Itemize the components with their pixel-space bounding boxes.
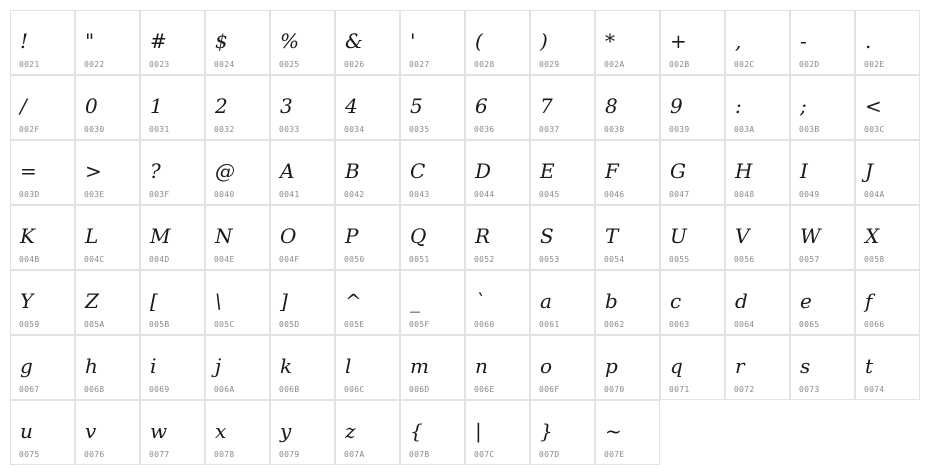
glyph-codepoint: 005A [84,320,105,329]
glyph-cell [75,10,140,75]
glyph-codepoint: 0025 [279,60,300,69]
glyph-character: ` [475,289,485,313]
glyph-cell [75,140,140,205]
glyph-codepoint: 003A [734,125,755,134]
glyph-cell [335,10,400,75]
glyph-codepoint: 002D [799,60,820,69]
glyph-cell [595,140,660,205]
glyph-cell [465,335,530,400]
glyph-codepoint: 005C [214,320,235,329]
glyph-character: d [735,289,748,313]
glyph-character: $ [215,29,228,53]
glyph-codepoint: 0037 [539,125,560,134]
glyph-cell [10,270,75,335]
glyph-character: t [865,354,874,378]
glyph-character: f [865,289,873,313]
glyph-character: e [800,289,812,313]
glyph-codepoint: 0070 [604,385,625,394]
glyph-character: 0 [85,94,98,118]
glyph-character: G [670,159,686,183]
glyph-codepoint: 0039 [669,125,690,134]
glyph-codepoint: 0064 [734,320,755,329]
glyph-cell [595,270,660,335]
glyph-codepoint: 0034 [344,125,365,134]
glyph-character: F [605,159,619,183]
glyph-character: / [20,94,27,118]
glyph-cell [465,205,530,270]
glyph-codepoint: 007D [539,450,560,459]
glyph-cell [725,205,790,270]
glyph-codepoint: 0036 [474,125,495,134]
glyph-character: 3 [280,94,293,118]
glyph-cell [270,75,335,140]
glyph-cell [205,400,270,465]
glyph-character: N [215,224,233,248]
glyph-character: y [280,419,292,443]
glyph-cell [660,10,725,75]
glyph-codepoint: 0062 [604,320,625,329]
glyph-cell [530,335,595,400]
glyph-character: 9 [670,94,683,118]
glyph-cell [725,140,790,205]
glyph-cell [140,335,205,400]
glyph-character: ] [280,289,288,313]
glyph-codepoint: 0058 [864,255,885,264]
glyph-character: L [85,224,99,248]
glyph-character: A [280,159,295,183]
glyph-character: s [800,354,811,378]
glyph-character: 1 [150,94,163,118]
glyph-character: @ [215,159,235,183]
glyph-codepoint: 0055 [669,255,690,264]
glyph-character: D [475,159,492,183]
glyph-cell [270,335,335,400]
glyph-cell [270,400,335,465]
glyph-character: i [150,354,157,378]
glyph-cell [855,205,920,270]
glyph-codepoint: 0042 [344,190,365,199]
glyph-cell [75,400,140,465]
glyph-character: ( [475,29,483,53]
glyph-cell [465,140,530,205]
glyph-cell [400,75,465,140]
glyph-cell [335,400,400,465]
glyph-character: z [345,419,356,443]
glyph-character: J [865,159,874,183]
glyph-cell [465,270,530,335]
glyph-codepoint: 0078 [214,450,235,459]
glyph-character: C [410,159,426,183]
glyph-cell [595,335,660,400]
glyph-cell [205,140,270,205]
glyph-codepoint: 0031 [149,125,170,134]
glyph-codepoint: 0076 [84,450,105,459]
glyph-codepoint: 0044 [474,190,495,199]
glyph-cell [660,140,725,205]
glyph-codepoint: 0043 [409,190,430,199]
glyph-codepoint: 0079 [279,450,300,459]
glyph-cell [10,75,75,140]
glyph-cell [335,205,400,270]
glyph-cell [725,270,790,335]
glyph-character: b [605,289,618,313]
glyph-cell [660,270,725,335]
glyph-codepoint: 005D [279,320,300,329]
glyph-cell [855,270,920,335]
glyph-character: E [540,159,555,183]
glyph-character: c [670,289,682,313]
glyph-cell [10,140,75,205]
glyph-character: H [735,159,753,183]
glyph-codepoint: 0063 [669,320,690,329]
glyph-character: n [475,354,488,378]
glyph-cell [660,75,725,140]
glyph-codepoint: 0061 [539,320,560,329]
glyph-codepoint: 0035 [409,125,430,134]
glyph-character: v [85,419,97,443]
glyph-character: 5 [410,94,423,118]
glyph-codepoint: 0040 [214,190,235,199]
glyph-character: S [540,224,554,248]
glyph-cell [10,205,75,270]
glyph-cell [725,75,790,140]
glyph-character: 7 [540,94,553,118]
glyph-cell [75,75,140,140]
glyph-character: < [865,94,882,118]
glyph-character: } [540,419,553,443]
glyph-codepoint: 007E [604,450,625,459]
glyph-character: * [605,29,615,53]
glyph-cell [790,10,855,75]
glyph-character: M [150,224,171,248]
glyph-character: - [800,29,807,53]
glyph-cell [400,400,465,465]
glyph-cell [140,270,205,335]
glyph-character: l [345,354,352,378]
glyph-codepoint: 0057 [799,255,820,264]
glyph-character: O [280,224,297,248]
glyph-grid [10,10,920,465]
glyph-codepoint: 004B [19,255,40,264]
glyph-codepoint: 0021 [19,60,40,69]
glyph-cell [725,335,790,400]
glyph-codepoint: 0077 [149,450,170,459]
glyph-codepoint: 0045 [539,190,560,199]
glyph-character: V [735,224,750,248]
glyph-character: , [735,29,742,53]
glyph-character: [ [150,289,158,313]
glyph-cell [530,75,595,140]
glyph-character: k [280,354,293,378]
glyph-character: & [345,29,363,53]
glyph-character: ~ [605,419,622,443]
glyph-cell [205,10,270,75]
glyph-cell [335,140,400,205]
glyph-codepoint: 002C [734,60,755,69]
glyph-cell [10,335,75,400]
glyph-character: + [670,29,687,53]
glyph-codepoint: 0075 [19,450,40,459]
glyph-character: { [410,419,423,443]
glyph-codepoint: 004F [279,255,300,264]
glyph-cell [855,75,920,140]
glyph-codepoint: 0050 [344,255,365,264]
glyph-cell [400,270,465,335]
glyph-codepoint: 004E [214,255,235,264]
glyph-character: 2 [215,94,228,118]
glyph-codepoint: 0053 [539,255,560,264]
glyph-character: x [215,419,227,443]
glyph-character: _ [410,289,420,313]
glyph-codepoint: 002E [864,60,885,69]
glyph-codepoint: 0023 [149,60,170,69]
glyph-character: R [475,224,491,248]
glyph-character: ) [540,29,548,53]
glyph-character: w [150,419,168,443]
glyph-cell [270,10,335,75]
glyph-codepoint: 0038 [604,125,625,134]
glyph-cell [10,10,75,75]
glyph-codepoint: 005E [344,320,365,329]
glyph-character: u [20,419,33,443]
glyph-codepoint: 006B [279,385,300,394]
glyph-character: X [865,224,880,248]
glyph-codepoint: 006C [344,385,365,394]
glyph-cell [855,140,920,205]
glyph-character: Z [85,289,99,313]
glyph-character: I [800,159,808,183]
glyph-codepoint: 0067 [19,385,40,394]
glyph-cell [205,75,270,140]
glyph-character: # [150,29,167,53]
glyph-codepoint: 004C [84,255,105,264]
glyph-character: h [85,354,98,378]
glyph-character: p [605,354,618,378]
glyph-character: % [280,29,300,53]
glyph-character: \ [215,289,222,313]
glyph-cell [790,75,855,140]
glyph-character: ' [410,29,416,53]
glyph-cell [335,75,400,140]
glyph-cell [725,10,790,75]
glyph-character: a [540,289,552,313]
glyph-codepoint: 0065 [799,320,820,329]
glyph-codepoint: 007B [409,450,430,459]
glyph-codepoint: 003D [19,190,40,199]
glyph-character: P [345,224,359,248]
glyph-codepoint: 004A [864,190,885,199]
glyph-codepoint: 0029 [539,60,560,69]
glyph-character: W [800,224,821,248]
glyph-character: K [20,224,35,248]
glyph-codepoint: 003B [799,125,820,134]
glyph-cell [140,400,205,465]
glyph-codepoint: 0069 [149,385,170,394]
glyph-codepoint: 006D [409,385,430,394]
glyph-cell [10,400,75,465]
glyph-character: B [345,159,360,183]
glyph-character: Y [20,289,34,313]
glyph-codepoint: 007C [474,450,495,459]
glyph-cell [595,400,660,465]
glyph-character: 8 [605,94,618,118]
glyph-codepoint: 0048 [734,190,755,199]
glyph-cell [75,270,140,335]
glyph-cell [140,75,205,140]
glyph-cell [270,140,335,205]
glyph-cell [530,10,595,75]
glyph-character: = [20,159,37,183]
glyph-cell [400,205,465,270]
glyph-cell [790,270,855,335]
glyph-cell [75,335,140,400]
glyph-cell [660,205,725,270]
glyph-cell [75,205,140,270]
glyph-cell [400,335,465,400]
glyph-codepoint: 0073 [799,385,820,394]
glyph-character: U [670,224,687,248]
glyph-codepoint: 0022 [84,60,105,69]
glyph-cell [205,270,270,335]
glyph-codepoint: 003F [149,190,170,199]
glyph-character: | [475,419,482,443]
glyph-cell [530,270,595,335]
glyph-cell [400,10,465,75]
glyph-cell [205,205,270,270]
glyph-character: Q [410,224,427,248]
glyph-codepoint: 0032 [214,125,235,134]
glyph-character: g [20,354,33,378]
glyph-cell [140,140,205,205]
glyph-cell [790,335,855,400]
glyph-codepoint: 0047 [669,190,690,199]
glyph-codepoint: 0041 [279,190,300,199]
glyph-cell [530,205,595,270]
glyph-character: ! [20,29,29,53]
glyph-cell [335,335,400,400]
glyph-cell [530,400,595,465]
glyph-cell [790,140,855,205]
glyph-cell [790,205,855,270]
glyph-character: m [410,354,429,378]
glyph-character: o [540,354,553,378]
glyph-cell [400,140,465,205]
glyph-cell [140,10,205,75]
glyph-codepoint: 0072 [734,385,755,394]
glyph-codepoint: 0074 [864,385,885,394]
glyph-cell [270,270,335,335]
glyph-character: j [215,354,222,378]
glyph-codepoint: 0059 [19,320,40,329]
glyph-codepoint: 0066 [864,320,885,329]
glyph-codepoint: 0030 [84,125,105,134]
glyph-codepoint: 0052 [474,255,495,264]
glyph-codepoint: 002A [604,60,625,69]
glyph-codepoint: 0049 [799,190,820,199]
glyph-cell [140,205,205,270]
glyph-character: r [735,354,745,378]
glyph-codepoint: 0026 [344,60,365,69]
glyph-codepoint: 002B [669,60,690,69]
glyph-cell [530,140,595,205]
glyph-cell [465,400,530,465]
glyph-codepoint: 0054 [604,255,625,264]
glyph-cell [270,205,335,270]
glyph-cell [595,75,660,140]
glyph-codepoint: 003C [864,125,885,134]
glyph-codepoint: 0071 [669,385,690,394]
glyph-character: T [605,224,619,248]
glyph-codepoint: 006A [214,385,235,394]
glyph-character: . [865,29,872,53]
glyph-character: > [85,159,102,183]
glyph-codepoint: 0033 [279,125,300,134]
glyph-cell [855,10,920,75]
glyph-codepoint: 0056 [734,255,755,264]
glyph-cell [855,335,920,400]
glyph-codepoint: 0024 [214,60,235,69]
glyph-codepoint: 003E [84,190,105,199]
glyph-cell [465,75,530,140]
glyph-cell [595,10,660,75]
glyph-codepoint: 0068 [84,385,105,394]
glyph-character: ^ [345,289,362,313]
glyph-cell [205,335,270,400]
glyph-cell [335,270,400,335]
glyph-character: " [85,29,95,53]
glyph-codepoint: 005F [409,320,430,329]
glyph-character: ; [800,94,807,118]
glyph-character: 4 [345,94,358,118]
glyph-codepoint: 006E [474,385,495,394]
glyph-character: ? [150,159,161,183]
glyph-codepoint: 004D [149,255,170,264]
glyph-cell [660,335,725,400]
glyph-cell [595,205,660,270]
glyph-character: : [735,94,742,118]
glyph-codepoint: 0046 [604,190,625,199]
glyph-cell [465,10,530,75]
glyph-codepoint: 0051 [409,255,430,264]
glyph-codepoint: 006F [539,385,560,394]
glyph-codepoint: 007A [344,450,365,459]
glyph-codepoint: 0028 [474,60,495,69]
glyph-codepoint: 0060 [474,320,495,329]
glyph-codepoint: 002F [19,125,40,134]
glyph-codepoint: 0027 [409,60,430,69]
glyph-character: 6 [475,94,488,118]
glyph-character: q [670,354,683,378]
glyph-codepoint: 005B [149,320,170,329]
